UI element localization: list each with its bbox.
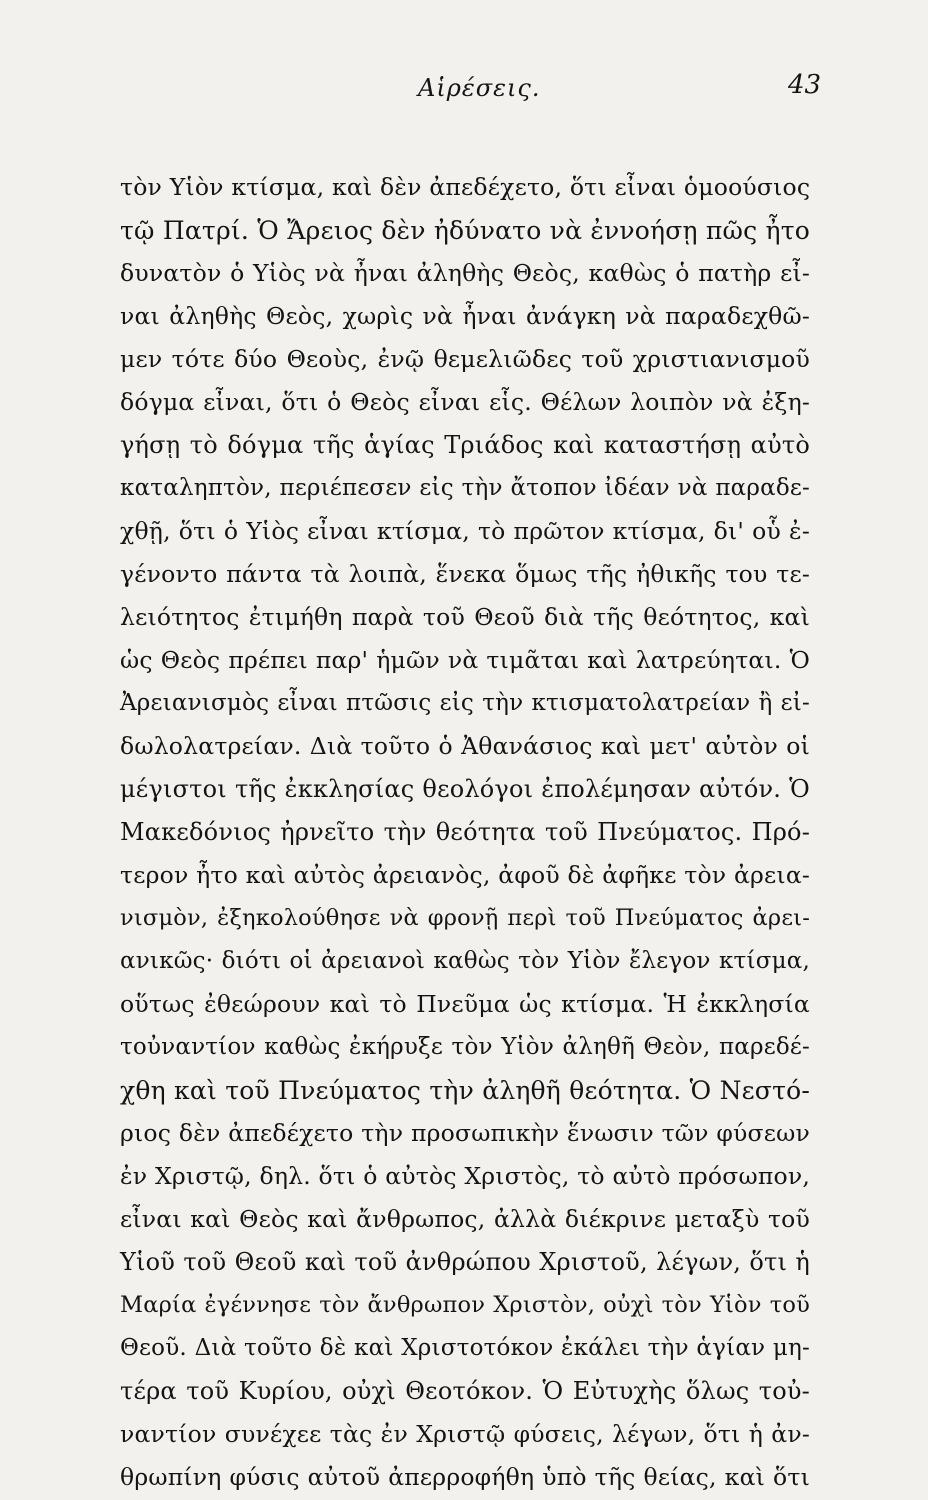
- text-line: καταληπτὸν, περιέπεσεν εἰς τὴν ἄτοπον ἰδέαν νὰ παραδε-: [120, 475, 810, 501]
- running-title: Αἱρέσεις.: [418, 74, 541, 102]
- text-line: ναντίον συνέχεε τὰς ἐν Χριστῷ φύσεις, λέγων, ὅτι ἡ ἀν-: [120, 1420, 810, 1448]
- text-line: γήσῃ τὸ δόγμα τῆς ἁγίας Τριάδος καὶ καταστήσῃ αὐτὸ: [120, 431, 810, 459]
- text-line: τοὐναντίον καθὼς ἐκήρυξε τὸν Υἱὸν ἀληθῆ Θεὸν, παρεδέ-: [120, 1034, 810, 1060]
- text-line: νισμὸν, ἐξηκολούθησε νὰ φρονῇ περὶ τοῦ Πνεύματος ἀρει-: [120, 905, 810, 931]
- text-line: χθῇ, ὅτι ὁ Υἱὸς εἶναι κτίσμα, τὸ πρῶτον κτίσμα, δι' οὗ ἐ-: [120, 517, 810, 545]
- text-line: οὕτως ἐθεώρουν καὶ τὸ Πνεῦμα ὡς κτίσμα. Ἡ ἐκκλησία: [120, 990, 810, 1018]
- text-line: δόγμα εἶναι, ὅτι ὁ Θεὸς εἶναι εἷς. Θέλων λοιπὸν νὰ ἐξη-: [120, 388, 810, 416]
- text-line: δωλολατρείαν. Διὰ τοῦτο ὁ Ἀθανάσιος καὶ μετ' αὐτὸν οἱ: [120, 732, 810, 760]
- text-line: τὸν Υἱὸν κτίσμα, καὶ δὲν ἀπεδέχετο, ὅτι εἶναι ὁμοούσιος: [120, 173, 811, 201]
- running-head: [0, 68, 928, 108]
- text-line: Μαρία ἐγέννησε τὸν ἄνθρωπον Χριστὸν, οὐχὶ τὸν Υἱὸν τοῦ: [120, 1292, 810, 1318]
- text-line: μέγιστοι τῆς ἐκκλησίας θεολόγοι ἐπολέμησαν αὐτόν. Ὁ: [120, 775, 810, 803]
- text-line: ναι ἀληθὴς Θεὸς, χωρὶς νὰ ἦναι ἀνάγκη νὰ παραδεχθῶ-: [120, 302, 810, 330]
- text-line: ριος δὲν ἀπεδέχετο τὴν προσωπικὴν ἕνωσιν τῶν φύσεων: [120, 1119, 810, 1147]
- text-line: τερον ἦτο καὶ αὐτὸς ἀρειανὸς, ἀφοῦ δὲ ἀφῆκε τὸν ἀρεια-: [120, 861, 811, 889]
- text-line: ἐν Χριστῷ, δηλ. ὅτι ὁ αὐτὸς Χριστὸς, τὸ αὐτὸ πρόσωπον,: [120, 1162, 810, 1190]
- text-line: Θεοῦ. Διὰ τοῦτο δὲ καὶ Χριστοτόκον ἐκάλει τὴν ἁγίαν μη-: [120, 1335, 810, 1361]
- text-line: Ἀρειανισμὸς εἶναι πτῶσις εἰς τὴν κτισματολατρείαν ἢ εἰ-: [120, 690, 810, 716]
- text-line: γένοντο πάντα τὰ λοιπὰ, ἕνεκα ὅμως τῆς ἠθικῆς του τε-: [120, 560, 810, 588]
- text-line: εἶναι καὶ Θεὸς καὶ ἄνθρωπος, ἀλλὰ διέκρινε μεταξὺ τοῦ: [120, 1205, 810, 1233]
- text-line: Μακεδόνιος ἠρνεῖτο τὴν θεότητα τοῦ Πνεύματος. Πρό-: [120, 818, 810, 846]
- page-number: 43: [788, 70, 822, 100]
- text-line: θρωπίνη φύσις αὐτοῦ ἀπερροφήθη ὑπὸ τῆς θείας, καὶ ὅτι: [120, 1463, 810, 1491]
- body-text: [120, 166, 810, 1499]
- text-line: ὡς Θεὸς πρέπει παρ' ἡμῶν νὰ τιμᾶται καὶ λατρεύηται. Ὁ: [120, 646, 810, 674]
- text-line: χθη καὶ τοῦ Πνεύματος τὴν ἀληθῆ θεότητα. Ὁ Νεστό-: [120, 1076, 810, 1105]
- text-line: δυνατὸν ὁ Υἱὸς νὰ ἦναι ἀληθὴς Θεὸς, καθὼς ὁ πατὴρ εἶ-: [120, 259, 810, 287]
- text-line: τῷ Πατρί. Ὁ Ἄρειος δὲν ἠδύνατο νὰ ἐννοήσῃ πῶς ἦτο: [120, 216, 810, 245]
- text-line: Υἱοῦ τοῦ Θεοῦ καὶ τοῦ ἀνθρώπου Χριστοῦ, λέγων, ὅτι ἡ: [120, 1248, 810, 1276]
- text-line: ανικῶς· διότι οἱ ἀρειανοὶ καθὼς τὸν Υἱὸν ἔλεγον κτίσμα,: [120, 948, 810, 974]
- text-line: τέρα τοῦ Κυρίου, οὐχὶ Θεοτόκον. Ὁ Εὐτυχὴς ὅλως τοὐ-: [120, 1377, 810, 1405]
- text-line: μεν τότε δύο Θεοὺς, ἐνῷ θεμελιῶδες τοῦ χριστιανισμοῦ: [120, 345, 810, 373]
- text-line: λειότητος ἐτιμήθη παρὰ τοῦ Θεοῦ διὰ τῆς θεότητος, καὶ: [120, 603, 810, 631]
